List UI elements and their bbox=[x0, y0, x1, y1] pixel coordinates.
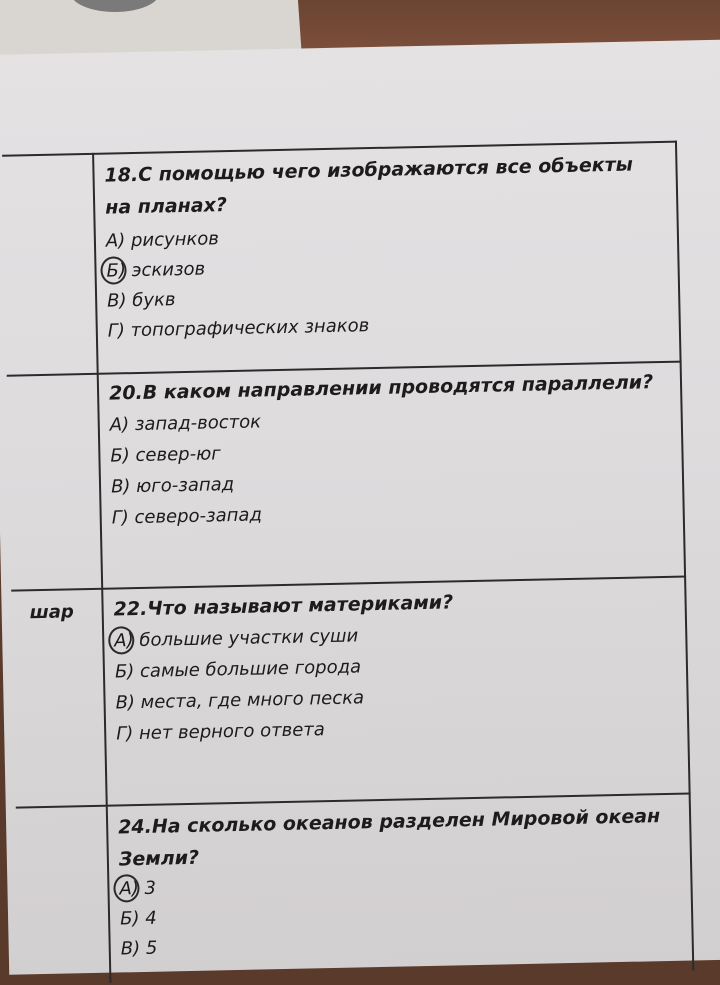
question-20-option-b: Б) север-юг bbox=[110, 443, 221, 467]
question-20-title: 20.В каком направлении проводятся параллели? bbox=[108, 371, 654, 405]
question-22-option-d: Г) нет верного ответа bbox=[116, 719, 326, 745]
left-column-note: шар bbox=[29, 601, 75, 624]
question-18-option-b: Б) эскизов bbox=[106, 258, 206, 282]
question-24-option-b: Б) 4 bbox=[119, 907, 157, 930]
question-24-option-a: А) 3 bbox=[119, 877, 157, 900]
question-20-option-d: Г) северо-запад bbox=[111, 504, 263, 529]
question-18-option-d: Г) топографических знаков bbox=[107, 315, 370, 342]
question-24-option-c: В) 5 bbox=[120, 937, 158, 960]
question-22-option-c: В) места, где много песка bbox=[115, 687, 365, 714]
question-24-title-line1: 24.На сколько океанов разделен Мировой океан bbox=[117, 805, 661, 839]
question-18-title-line2: на планах? bbox=[104, 194, 228, 219]
table-row-divider-2 bbox=[11, 576, 686, 592]
question-22-title: 22.Что называют материками? bbox=[113, 591, 454, 621]
question-20-option-c: В) юго-запад bbox=[110, 473, 235, 498]
question-20-option-a: А) запад-восток bbox=[109, 411, 262, 436]
question-22-option-b: Б) самые большие города bbox=[114, 656, 362, 683]
question-18-title-line1: 18.С помощью чего изображаются все объекты bbox=[104, 153, 634, 187]
question-24-title-line2: Земли? bbox=[118, 846, 200, 871]
question-18-option-a: А) рисунков bbox=[105, 228, 220, 252]
test-sheet bbox=[0, 39, 720, 975]
question-22-option-a: А) большие участки суши bbox=[114, 625, 359, 652]
question-18-option-c: В) букв bbox=[106, 289, 176, 312]
table-border-right bbox=[675, 141, 694, 971]
